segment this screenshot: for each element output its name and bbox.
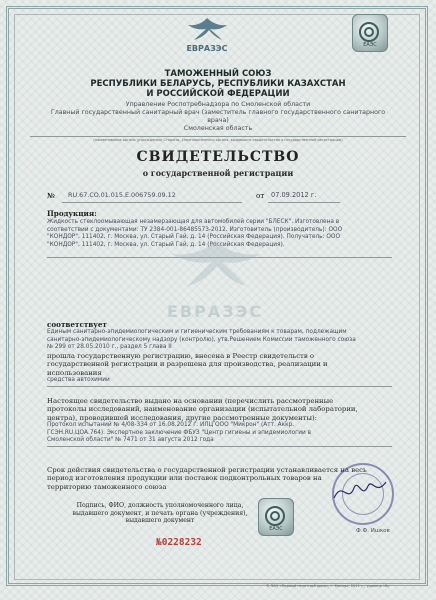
certificate-date: 07.09.2012 г.	[271, 191, 317, 199]
validity-line: территорию таможенного союза	[47, 482, 167, 491]
conformity-label: соответствует	[47, 320, 107, 329]
validity-line: Срок действия свидетельства о государственной регистрации устанавливается на весь	[47, 466, 367, 474]
usage-rule	[47, 386, 392, 387]
number-label: №	[47, 191, 55, 200]
product-label: Продукция:	[47, 209, 97, 218]
basis-line: Смоленской области" № 7471 от 31 августа 2012 года	[47, 437, 214, 444]
header-union: ТАМОЖЕННЫЙ СОЮЗ	[164, 69, 272, 79]
validity-line: период изготовления продукции или поставок подконтрольных товаров на	[47, 474, 322, 483]
authority-line-1: Управление Роспотребнадзора по Смоленской области	[125, 101, 311, 108]
signature-line: выдавшего документ, и печать органа (учреждения),	[72, 509, 248, 517]
product-line: "КОНДОР", 111402, г. Москва, ул. Старый Гай, д. 14 (Российская Федерация). Получатель: ООО	[47, 234, 341, 241]
authority-line-2: Главный государственный санитарный врач (заместитель главного государственного санитарного	[50, 109, 386, 116]
header-federation: И РОССИЙСКОЙ ФЕДЕРАЦИИ	[146, 89, 290, 99]
hologram-icon	[352, 14, 388, 52]
product-line: "КОНДОР", 111402, г. Москва, ул. Старый Гай, д. 14 (Российская Федерация).	[47, 241, 285, 248]
authority-hint: (наименование органа (учреждения) Стороны, уполномоченного органа, выдавшего свидетельство о государственной регистрации)	[93, 138, 343, 142]
logo-text: ЕВРАЗЭС	[186, 44, 228, 53]
conformity-line: санитарно-эпидемиологическому надзору (контролю), утв.Решением Комиссии таможенного союза	[47, 336, 356, 343]
basis-rule	[47, 446, 392, 447]
date-rule	[268, 202, 340, 203]
hologram-bottom-icon	[258, 498, 294, 536]
conformity-line: Единым санитарно-эпидемиологическим и гигиеническим требованиям к товарам, подлежащим	[47, 329, 347, 335]
serial-number: №0228232	[156, 537, 202, 548]
signature-caption	[60, 502, 260, 525]
header-countries: РЕСПУБЛИКИ БЕЛАРУСЬ, РЕСПУБЛИКИ КАЗАХСТАН	[90, 79, 346, 89]
conformity-line: № 299 от 28.05.2010 г., раздел 5 глава II	[47, 344, 172, 351]
watermark-eagle-icon	[150, 232, 280, 302]
signer-name: Ф.Ф. Ишков	[356, 528, 390, 534]
authority-line-4: Смоленская область	[183, 125, 253, 132]
hologram-bottom-label: ЕАЭС	[269, 526, 283, 532]
registration-passed	[47, 352, 392, 377]
basis-documents	[47, 422, 392, 445]
basis-intro-line: Настоящее свидетельство выдано на основании (перечислить рассмотренные	[47, 397, 334, 405]
certificate-number: RU.67.CO.01.015.E.006759.09.12	[68, 191, 176, 199]
passed-line: использования	[47, 368, 102, 377]
usage-area: средства автохимии	[47, 377, 110, 383]
product-line: Жидкость стеклоомывающая незамерзающая для автомобилей серии "БЛЕСК". Изготовлена в	[47, 219, 340, 225]
basis-line: Протокол испытаний № 4/08-334 от 16.08.2012 г. ИЛЦ ООО "Микрон" (Атт. Аккр.	[47, 422, 295, 428]
handwritten-signature-icon	[330, 470, 390, 510]
passed-line: прошла государственную регистрацию, внесена в Реестр свидетельств о	[47, 352, 315, 360]
printer-footer: © ЗАО «Первый печатный двор», г. Москва, 2011 г., уровень «В»	[266, 584, 390, 588]
basis-intro-line: протоколы исследований, наименование организации (испытательной лаборатории,	[47, 405, 358, 414]
conformity-requirements	[47, 329, 392, 352]
certificate-subtitle: о государственной регистрации	[142, 168, 294, 178]
hologram-label: ЕАЭС	[363, 42, 377, 48]
eurasec-logo	[176, 14, 238, 62]
certificate-title: СВИДЕТЕЛЬСТВО	[136, 149, 300, 165]
number-rule	[62, 202, 242, 203]
signature-line: выдавшего документ	[125, 517, 195, 525]
authority-line-3: врача)	[207, 117, 229, 124]
watermark-text: ЕВРАЗЭС	[166, 302, 264, 321]
signature-line: Подпись, ФИО, должность уполномоченного лица,	[76, 502, 244, 509]
date-label: от	[256, 191, 265, 200]
eagle-emblem-icon	[176, 14, 238, 46]
authority-rule	[30, 136, 406, 137]
basis-intro	[47, 397, 392, 422]
basis-intro-line: центра), проводившей исследования, другие рассмотренные документы):	[47, 413, 317, 422]
basis-line: ГСЭН.RU.ЦОА.764). Экспертное заключение ФБУЗ "Центр гигиены и эпидемиологии в	[47, 429, 311, 436]
passed-line: государственной регистрации и разрешена для производства, реализации и	[47, 360, 328, 369]
product-line: соответствии с документами: ТУ 2384-001-86485573-2012. Изготовитель (производитель): ООО	[47, 226, 343, 233]
eurasec-watermark	[150, 232, 280, 342]
